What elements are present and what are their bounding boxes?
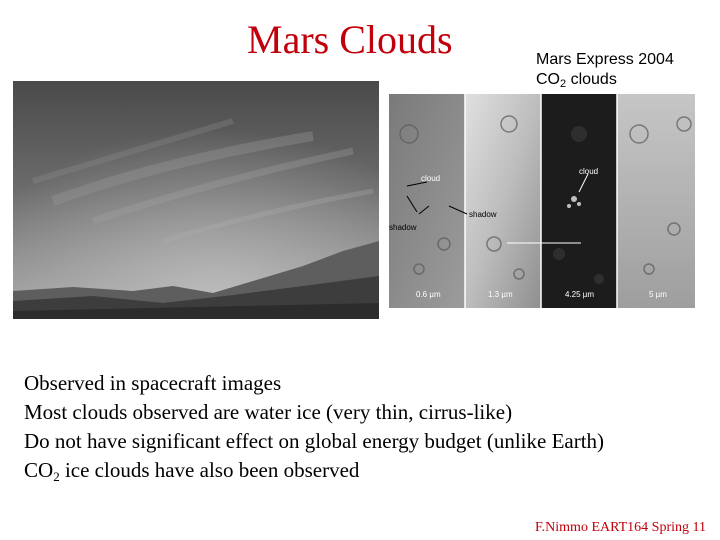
- wavelength-label-2: 1.3 µm: [488, 290, 513, 299]
- caption-line-1: Mars Express 2004: [536, 51, 674, 68]
- wavelength-label-4: 5 µm: [649, 290, 667, 299]
- shadow-label-left: shadow: [389, 223, 417, 232]
- bullet-item: Observed in spacecraft images: [24, 371, 282, 395]
- footer-credit: F.Nimmo EART164 Spring 11: [535, 520, 706, 535]
- co2-cloud-panels: [389, 94, 695, 308]
- cloud-label-left: cloud: [421, 174, 441, 183]
- bullet-list: [24, 369, 604, 485]
- slide-title: Mars Clouds: [247, 17, 453, 62]
- bullet-item: Do not have significant effect on global energy budget (unlike Earth): [24, 429, 605, 453]
- wavelength-label-3: 4.25 µm: [565, 290, 595, 299]
- co2-cloud-image: [389, 94, 695, 308]
- figure-caption: [536, 50, 674, 90]
- caption-line-2: $CO_2$ clouds: [536, 71, 617, 90]
- mars-sky-image: [13, 81, 379, 319]
- bullet-item: $CO_2$ ice clouds have also been observed: [24, 458, 360, 484]
- wavelength-label-1: 0.6 µm: [416, 290, 441, 299]
- shadow-label-mid: shadow: [469, 210, 497, 219]
- cloud-label-right: cloud: [579, 167, 599, 176]
- mars-sky-photo: [13, 81, 379, 319]
- bullet-item: Most clouds observed are water ice (very thin, cirrus-like): [24, 400, 513, 424]
